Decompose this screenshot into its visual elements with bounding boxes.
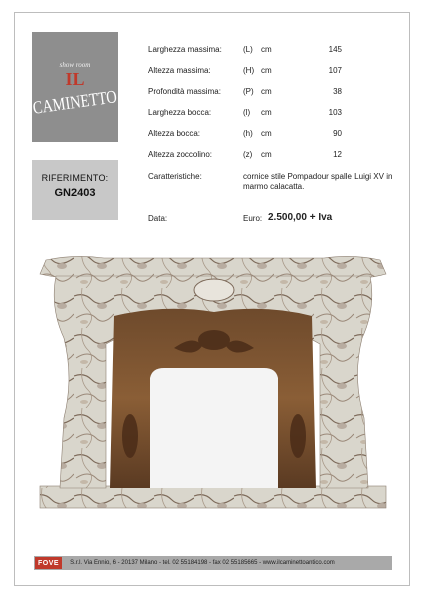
fire-opening xyxy=(150,368,278,488)
spec-symbol: (H) xyxy=(243,66,255,75)
fireplace-photo xyxy=(34,248,392,520)
spec-label: Altezza bocca: xyxy=(148,129,201,138)
spec-unit: cm xyxy=(261,108,272,117)
reference-label: RIFERIMENTO: xyxy=(41,173,109,183)
spec-value: 103 xyxy=(328,108,342,117)
spec-row xyxy=(148,87,398,108)
spec-symbol: (h) xyxy=(243,129,253,138)
logo-il: IL xyxy=(65,69,85,89)
spec-row xyxy=(148,150,398,171)
spec-symbol: (P) xyxy=(243,87,254,96)
logo xyxy=(32,32,118,142)
spec-label: Altezza zoccolino: xyxy=(148,150,213,159)
spec-value: 107 xyxy=(328,66,342,75)
spec-unit: cm xyxy=(261,87,272,96)
spec-unit: cm xyxy=(261,150,272,159)
spec-unit: cm xyxy=(261,66,272,75)
logo-wordmark: CAMINETTO xyxy=(31,86,119,118)
price-label: Data: xyxy=(148,214,168,223)
spec-row xyxy=(148,129,398,150)
features-text: cornice stile Pompadour spalle Luigi XV in marmo calacatta. xyxy=(243,172,393,191)
spec-label: Larghezza bocca: xyxy=(148,108,212,117)
spec-value: 90 xyxy=(333,129,342,138)
spec-row xyxy=(148,108,398,129)
spec-label: Altezza massima: xyxy=(148,66,211,75)
price-currency: Euro: xyxy=(243,214,263,223)
price-value: 2.500,00 + Iva xyxy=(268,212,333,223)
reference-code: GN2403 xyxy=(54,187,96,199)
spec-symbol: (L) xyxy=(243,45,253,54)
logo-tagline: show room xyxy=(59,61,91,69)
spec-value: 12 xyxy=(333,150,342,159)
spec-value: 38 xyxy=(333,87,342,96)
center-medallion xyxy=(194,279,234,301)
footer-text: S.r.l. Via Ennio, 6 - 20137 Milano - tel. 02 55184198 - fax 02 55185665 - www.ilcaminettoantico.com xyxy=(70,560,335,566)
spec-label: Larghezza massima: xyxy=(148,45,222,54)
spec-value: 145 xyxy=(328,45,342,54)
spec-symbol: (l) xyxy=(243,108,251,117)
spec-table xyxy=(148,45,398,171)
spec-unit: cm xyxy=(261,129,272,138)
mantel-shelf xyxy=(40,256,386,278)
footer-bar xyxy=(34,556,392,570)
spec-symbol: (z) xyxy=(243,150,253,159)
spec-label: Profondità massima: xyxy=(148,87,221,96)
footer-brand: FOVE xyxy=(35,557,62,569)
reference-box xyxy=(32,160,118,220)
features-label: Caratteristiche: xyxy=(148,172,202,181)
spec-row xyxy=(148,66,398,87)
hearth-base xyxy=(40,486,386,508)
spec-row xyxy=(148,45,398,66)
spec-unit: cm xyxy=(261,45,272,54)
